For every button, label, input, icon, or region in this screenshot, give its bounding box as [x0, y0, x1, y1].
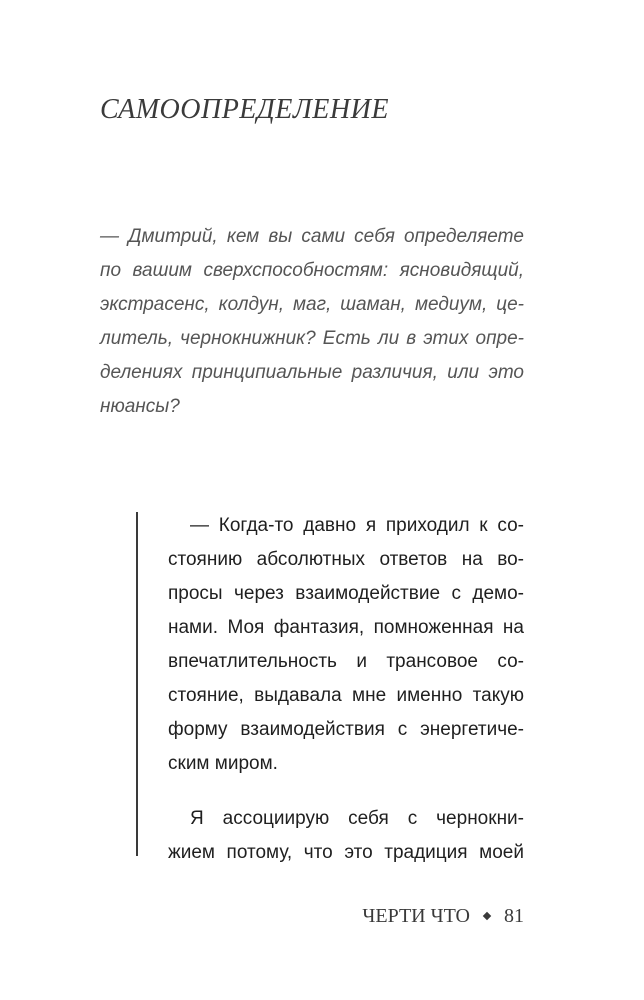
answer-line: ским миром.: [168, 753, 278, 774]
answer-line: стоянию абсолютных ответов на во-: [168, 549, 524, 570]
question-line: — Дмитрий, кем вы сами себя определяете: [100, 226, 524, 247]
answer-vertical-rule: [136, 512, 138, 856]
page-number: 81: [504, 905, 524, 927]
question-line: нюансы?: [100, 396, 180, 417]
question-line: по вашим сверхспособностям: ясновидящий,: [100, 260, 524, 281]
answer-line: Я ассоциирую себя с чернокни-: [190, 808, 524, 829]
answer-line: форму взаимодействия с энергетиче-: [168, 719, 524, 740]
answer-line: нами. Моя фантазия, помноженная на: [168, 617, 524, 638]
question-line: экстрасенс, колдун, маг, шаман, медиум, це-: [100, 294, 524, 315]
answer-line: впечатлительность и трансовое со-: [168, 651, 524, 672]
page-footer: [362, 904, 524, 928]
answer-line: жием потому, что это традиция моей: [168, 842, 524, 863]
question-line: делениях принципиальные различия, или это: [100, 362, 524, 383]
running-title: ЧЕРТИ ЧТО: [362, 905, 470, 927]
diamond-icon: [483, 912, 491, 920]
page-title: САМООПРЕДЕЛЕНИЕ: [100, 94, 389, 125]
answer-line: стояние, выдавала мне именно такую: [168, 685, 524, 706]
question-line: литель, чернокнижник? Есть ли в этих опре-: [100, 328, 524, 349]
answer-line: — Когда-то давно я приходил к со-: [190, 515, 524, 536]
answer-line: просы через взаимодействие с демо-: [168, 583, 524, 604]
